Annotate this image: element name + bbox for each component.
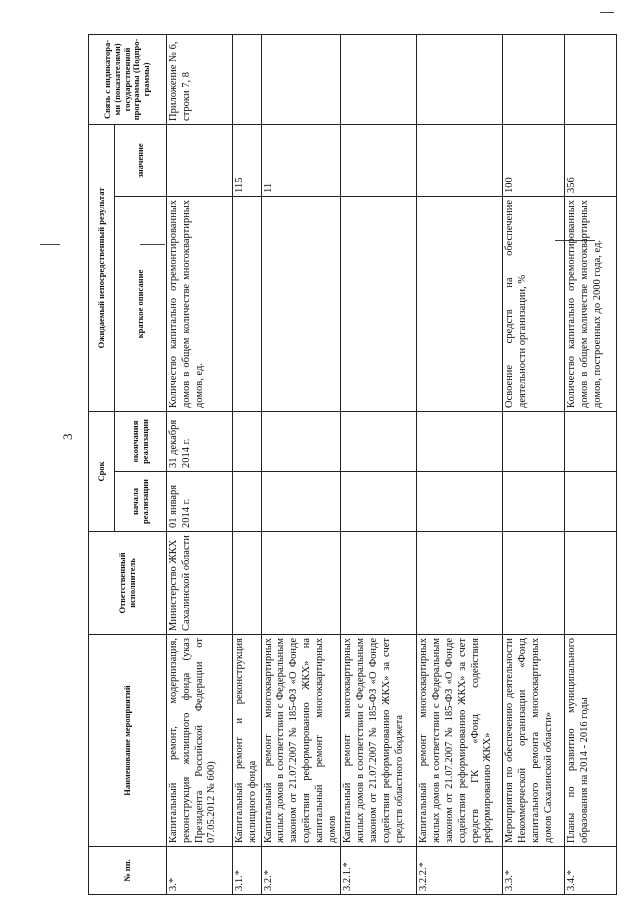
- measures-table: [88, 34, 617, 895]
- header-result: Ожидаемый непосредственный результат: [89, 124, 115, 411]
- document-page: [88, 35, 628, 895]
- row-num: 3.2.1.*: [341, 847, 417, 895]
- row-num: 3.1.*: [233, 847, 262, 895]
- row-value: [341, 124, 417, 196]
- row-value: [417, 124, 503, 196]
- row-value: [167, 124, 233, 196]
- row-start: [233, 472, 262, 532]
- row-value: 11: [261, 124, 341, 196]
- row-num: 3.2.2.*: [417, 847, 503, 895]
- table-row: [261, 34, 341, 894]
- row-link: [341, 34, 417, 124]
- row-end: [503, 411, 565, 471]
- row-desc: Количество капитально отремонтированных домов в общем количестве многоквартирных домов, построенных до 2000 года, ед.: [565, 196, 617, 411]
- row-link: Приложение № 6, строки 7, 8: [167, 34, 233, 124]
- scan-line: [600, 12, 614, 13]
- row-value: 356: [565, 124, 617, 196]
- row-executor: [341, 532, 417, 635]
- row-executor: [233, 532, 262, 635]
- header-result-value: значение: [115, 124, 167, 196]
- row-name: Капитальный ремонт, модернизация, реконструкция жилищного фонда (указ Президента Российской Федерации от 07.05.2012 № 600): [167, 635, 233, 847]
- header-result-desc: краткое описание: [115, 196, 167, 411]
- row-name: Капитальный ремонт многоквартирных жилых домов в соответствии с Федеральным законом от 21.07.2007 № 185-ФЗ «О Фонде содействия реформированию ЖКХ» за счет средств ГК «Фонд содействия реформированию ЖКХ»: [417, 635, 503, 847]
- row-desc: [341, 196, 417, 411]
- row-executor: Министерство ЖКХ Сахалинской области: [167, 532, 233, 635]
- scan-line: [40, 244, 60, 245]
- row-name: Капитальный ремонт и реконструкция жилищного фонда: [233, 635, 262, 847]
- row-executor: [417, 532, 503, 635]
- row-end: [261, 411, 341, 471]
- header-term-end: окончания реализации: [115, 411, 167, 471]
- row-link: [417, 34, 503, 124]
- page-number: 3: [60, 433, 75, 440]
- row-start: [341, 472, 417, 532]
- row-start: [261, 472, 341, 532]
- row-start: 01 января 2014 г.: [167, 472, 233, 532]
- row-desc: Количество капитально отремонтированных домов в общем количестве многоквартирных домов, ед.: [167, 196, 233, 411]
- header-term-start: начала реализации: [115, 472, 167, 532]
- row-executor: [261, 532, 341, 635]
- row-executor: [503, 532, 565, 635]
- row-value: 100: [503, 124, 565, 196]
- table-row: [417, 34, 503, 894]
- row-num: 3.*: [167, 847, 233, 895]
- row-name: Капитальный ремонт многоквартирных жилых домов в соответствии с Федеральным законом от 21.07.2007 № 185-ФЗ «О Фонде содействия реформированию ЖКХ» на капитальный ремонт многоквартирных домов: [261, 635, 341, 847]
- table-row: [167, 34, 233, 894]
- header-link: Связь с индикаторами (показателями) государственной программы (Подпрограммы): [89, 34, 167, 124]
- row-end: [565, 411, 617, 471]
- header-num: № пп.: [89, 847, 167, 895]
- header-term: Срок: [89, 411, 115, 531]
- row-start: [565, 472, 617, 532]
- row-link: [261, 34, 341, 124]
- row-link: [565, 34, 617, 124]
- table-row: [565, 34, 617, 894]
- table-row: [503, 34, 565, 894]
- row-start: [417, 472, 503, 532]
- row-desc: [417, 196, 503, 411]
- row-end: [233, 411, 262, 471]
- row-start: [503, 472, 565, 532]
- row-desc: [233, 196, 262, 411]
- row-link: [503, 34, 565, 124]
- row-end: 31 декабря 2014 г.: [167, 411, 233, 471]
- header-name: Наименование мероприятий: [89, 635, 167, 847]
- row-name: Планы по развитию муниципального образования на 2014 - 2016 годы: [565, 635, 617, 847]
- row-name: Мероприятия по обеспечению деятельности Некоммерческой организации «Фонд капитального ремонта многоквартирных домов Сахалинской области»: [503, 635, 565, 847]
- table-row: [233, 34, 262, 894]
- row-link: [233, 34, 262, 124]
- header-executor: Ответственный исполнитель: [89, 532, 167, 635]
- row-name: Капитальный ремонт многоквартирных жилых домов в соответствии с Федеральным законом от 21.07.2007 № 185-ФЗ «О Фонде содействия реформированию ЖКХ» за счет средств областного бюджета: [341, 635, 417, 847]
- row-executor: [565, 532, 617, 635]
- row-num: 3.4.*: [565, 847, 617, 895]
- row-num: 3.2.*: [261, 847, 341, 895]
- row-num: 3.3.*: [503, 847, 565, 895]
- row-desc: Освоение средств на обеспечение деятельности организации, %: [503, 196, 565, 411]
- row-end: [341, 411, 417, 471]
- row-value: 115: [233, 124, 262, 196]
- row-end: [417, 411, 503, 471]
- table-row: [341, 34, 417, 894]
- row-desc: [261, 196, 341, 411]
